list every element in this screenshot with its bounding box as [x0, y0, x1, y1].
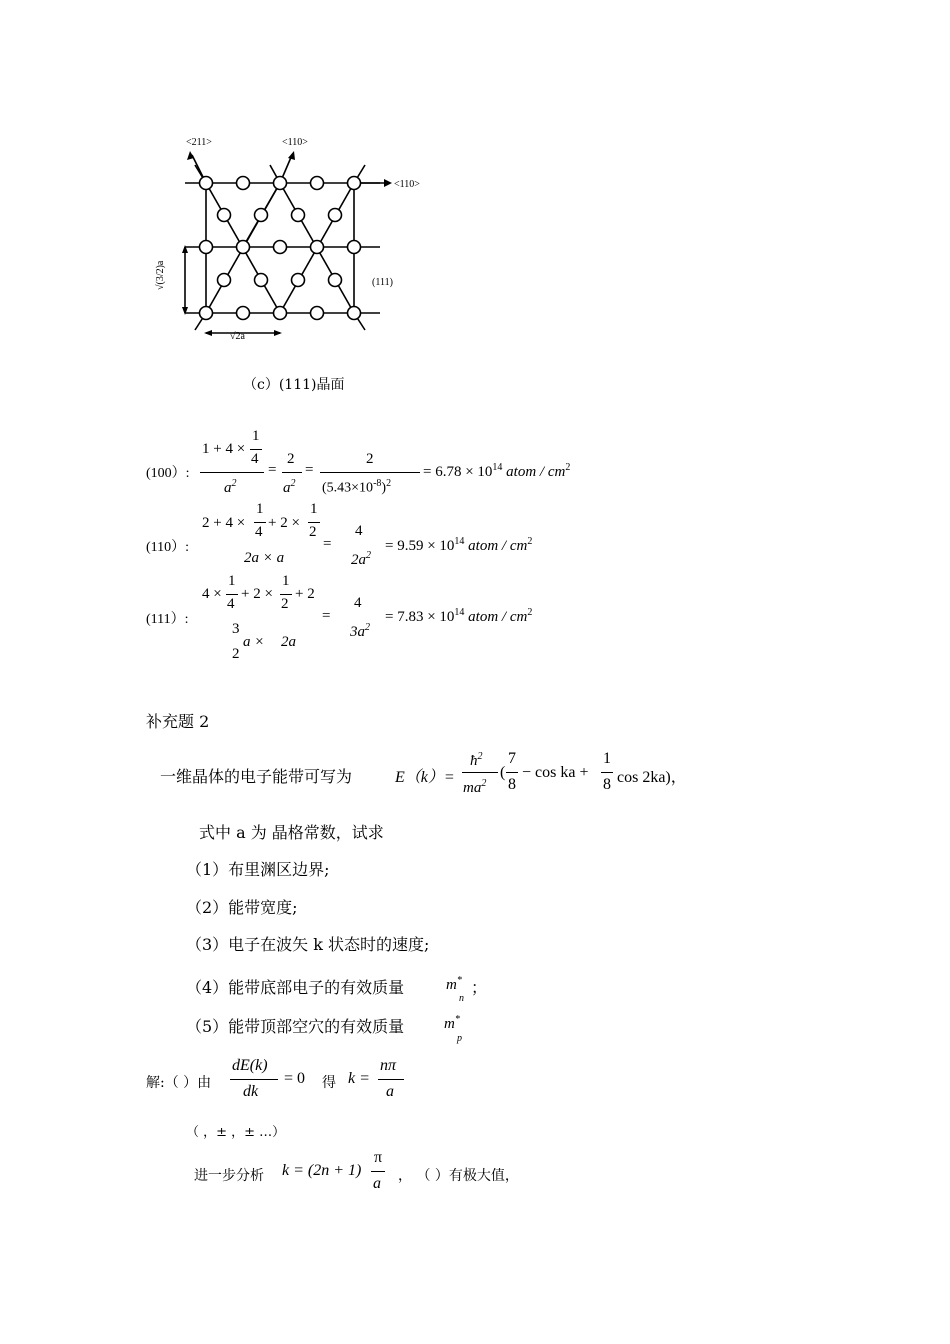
row-110-f1-bar: [254, 522, 266, 523]
label-211: <211>: [186, 137, 212, 148]
row-110-d: 2a × a: [244, 550, 285, 566]
row-111-d-tail: 2a: [281, 634, 296, 650]
row-111-n2: 4: [354, 595, 362, 611]
row-110-label: (110）:: [146, 540, 190, 555]
question-1: （1）布里渊区边界;: [186, 860, 330, 879]
row-111-d-den: 2: [232, 646, 240, 662]
row-100-n1: 1 + 4 ×: [202, 441, 246, 457]
problem-heading: 补充题 2: [146, 712, 210, 731]
cos-ka: − cos ka +: [522, 764, 589, 781]
row-111-f1-bar: [226, 594, 238, 595]
row-110-f1-den: 4: [255, 524, 263, 540]
row-111-f2-den: 2: [281, 596, 289, 612]
figure-caption: （c）(111)晶面: [243, 377, 345, 393]
label-111: (111): [372, 277, 393, 288]
row-110-n-a: 2 + 4 ×: [202, 515, 246, 531]
row-100-bar3: [320, 472, 420, 473]
row-111-result: = $7.83 \times 10^{14}$ atom / $cm^2$: [385, 607, 533, 625]
dE-num: dE(k): [232, 1057, 268, 1074]
row-110-result: = $9.59 \times 10^{14}$ atom / $cm^2$: [385, 536, 533, 554]
row-111-d2: $3a^2$: [350, 622, 370, 640]
row-100-d3: $(5.43\times 10^{-8})^2$: [322, 478, 392, 496]
solution-prefix: 解:（ ）由: [146, 1075, 212, 1091]
row-110-f2-den: 2: [309, 524, 317, 540]
Ek-lhs: E（k）=: [395, 769, 455, 786]
row-111-f2-num: 1: [282, 573, 290, 589]
row-111-f2-bar: [280, 594, 292, 595]
row-110-f2-bar: [308, 522, 320, 523]
label-sqrt32a: √(3/2)a: [155, 260, 166, 290]
question-4: （4）能带底部电子的有效质量: [186, 978, 405, 997]
question-5: （5）能带顶部空穴的有效质量: [186, 1017, 405, 1036]
row-100-d2: $a^2$: [283, 478, 296, 496]
row-100-bar1: [200, 472, 264, 473]
label-110-top: <110>: [282, 137, 308, 148]
cos-2ka: cos 2ka)，: [617, 769, 687, 786]
row-111-d-num: 3: [232, 621, 240, 637]
m-p-star: m*: [444, 1014, 460, 1032]
crystal-plane-111-figure: [140, 125, 440, 365]
row-111-n-b: + 2 ×: [241, 586, 273, 602]
label-110-right: <110>: [394, 179, 420, 190]
row-110-d2: $2a^2$: [351, 550, 371, 568]
row-111-n-c: + 2: [295, 586, 315, 602]
problem-line2: 式中 a 为 晶格常数，试求: [199, 823, 384, 842]
question-2: （2）能带宽度;: [186, 898, 298, 917]
row-111-f1-den: 4: [227, 596, 235, 612]
row-100-n2: 2: [287, 451, 295, 467]
question-3: （3）电子在波矢 k 状态时的速度;: [186, 935, 430, 954]
solution-range: （ ，± ，± …）: [186, 1125, 286, 1140]
row-100-n3: 2: [366, 451, 374, 467]
label-sqrt2a: √2a: [230, 331, 245, 342]
hbar: $ħ^2$: [470, 751, 483, 769]
dE-den: dk: [243, 1083, 259, 1100]
row-111-d-mid: a ×: [243, 634, 265, 650]
row-110-f2-num: 1: [310, 501, 318, 517]
problem-intro: 一维晶体的电子能带可写为: [160, 767, 353, 786]
ma: $ma^2$: [463, 778, 487, 796]
row-110-f1-num: 1: [256, 501, 264, 517]
row-100-d1: $a^2$: [224, 478, 237, 496]
row-100-n1f-num: 1: [252, 428, 260, 444]
row-111-n-a: 4 ×: [202, 586, 222, 602]
row-100-n1f-bar: [250, 449, 262, 450]
row-111-label: (111）:: [146, 612, 189, 627]
row-100-n1f-den: 4: [251, 451, 259, 467]
m-n-star: m*: [446, 975, 462, 993]
row-100-result: = $6.78 \times 10^{14}$ atom / $cm^2$: [423, 462, 571, 480]
row-111-f1-num: 1: [228, 573, 236, 589]
row-110-n2: 4: [355, 523, 363, 539]
row-110-n-b: + 2 ×: [268, 515, 300, 531]
row-100-bar2: [282, 472, 302, 473]
row-100-label: (100）:: [146, 466, 190, 481]
